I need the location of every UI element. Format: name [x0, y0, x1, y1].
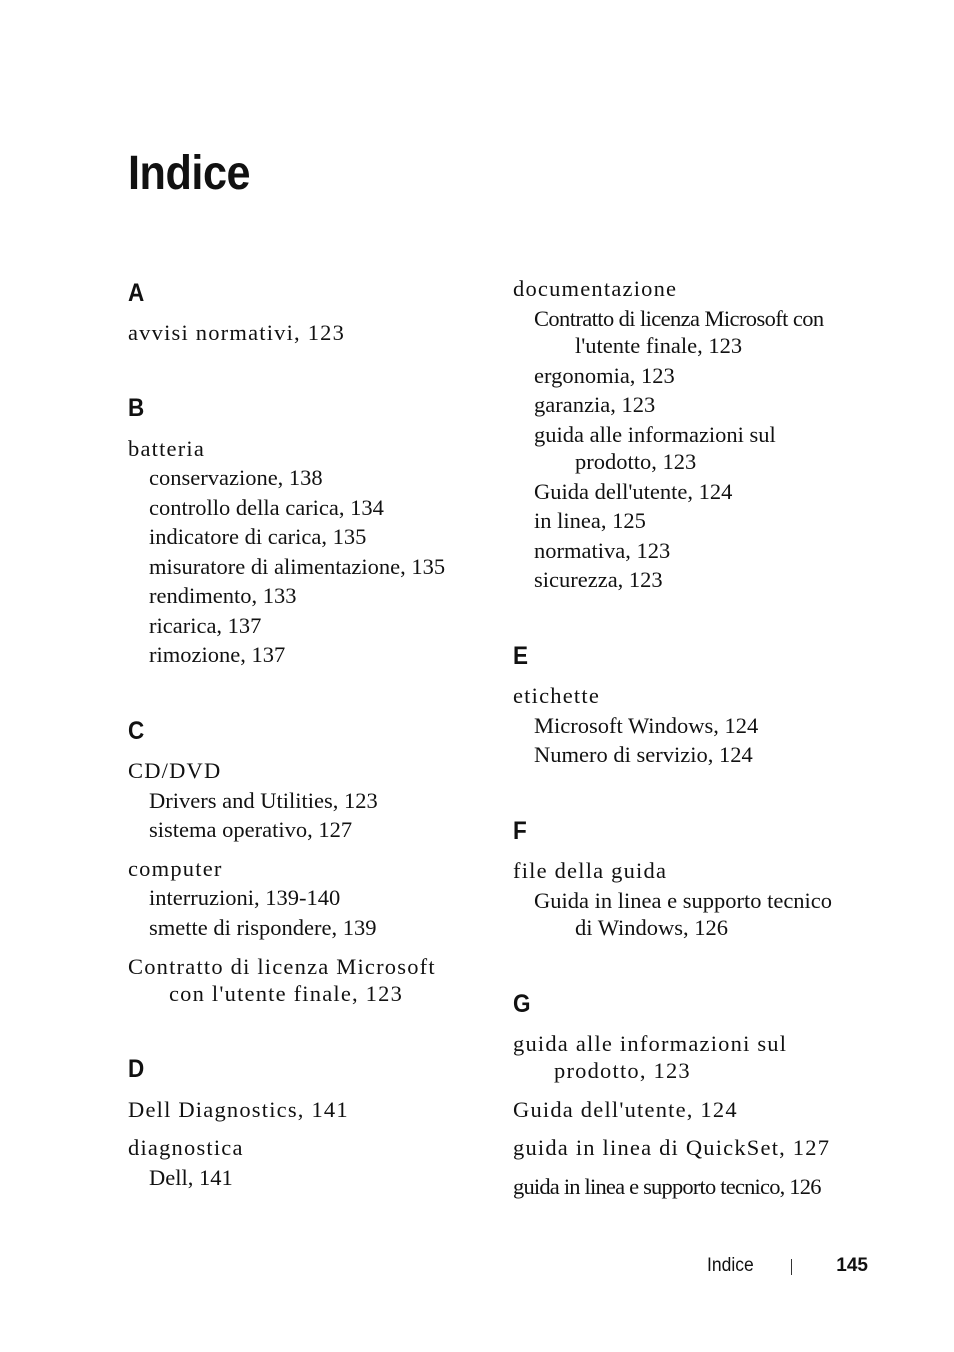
section-letter-g: G	[513, 990, 531, 1018]
index-subentry: Drivers and Utilities, 123	[149, 788, 378, 813]
index-subentry: Microsoft Windows, 124	[534, 713, 759, 738]
index-subentry: interruzioni, 139-140	[149, 885, 341, 910]
index-entry: diagnostica	[128, 1135, 244, 1160]
section-letter-f: F	[513, 817, 527, 845]
index-subentry-continuation: di Windows, 126	[575, 915, 729, 940]
index-subentry: controllo della carica, 134	[149, 495, 384, 520]
page-footer	[703, 1255, 868, 1277]
section-letter-a: A	[128, 279, 145, 307]
index-subentry: Guida dell'utente, 124	[534, 479, 733, 504]
index-entry: Contratto di licenza Microsoft	[128, 954, 436, 979]
index-subentry-continuation: l'utente finale, 123	[575, 333, 743, 358]
index-subentry: Contratto di licenza Microsoft con	[534, 306, 824, 331]
index-subentry: guida alle informazioni sul	[534, 422, 776, 447]
index-subentry: ergonomia, 123	[534, 363, 675, 388]
footer-section-label: Indice	[706, 1255, 754, 1276]
index-entry: Guida dell'utente, 124	[513, 1097, 738, 1122]
section-letter-d: D	[128, 1055, 145, 1083]
section-letter-b: B	[128, 394, 145, 422]
index-subentry: rimozione, 137	[149, 642, 286, 667]
page-number: 145	[836, 1255, 868, 1276]
footer-divider	[791, 1259, 792, 1275]
section-letter-e: E	[513, 642, 529, 670]
index-subentry: Dell, 141	[149, 1165, 233, 1190]
index-subentry: misuratore di alimentazione, 135	[149, 554, 446, 579]
index-subentry: rendimento, 133	[149, 583, 297, 608]
index-subentry: normativa, 123	[534, 538, 671, 563]
index-entry: computer	[128, 856, 223, 881]
index-subentry: indicatore di carica, 135	[149, 524, 367, 549]
index-subentry: sistema operativo, 127	[149, 817, 353, 842]
index-entry: documentazione	[513, 276, 678, 301]
index-entry: etichette	[513, 683, 601, 708]
index-subentry: Numero di servizio, 124	[534, 742, 753, 767]
index-entry: file della guida	[513, 858, 668, 883]
index-entry-continuation: con l'utente finale, 123	[169, 981, 404, 1006]
index-subentry: garanzia, 123	[534, 392, 656, 417]
index-entry-continuation: prodotto, 123	[554, 1058, 691, 1083]
index-subentry: sicurezza, 123	[534, 567, 663, 592]
index-entry: guida in linea e supporto tecnico, 126	[513, 1174, 821, 1199]
index-subentry: Guida in linea e supporto tecnico	[534, 888, 833, 913]
index-subentry: conservazione, 138	[149, 465, 323, 490]
page-title: Indice	[128, 147, 251, 200]
index-entry: avvisi normativi, 123	[128, 320, 346, 345]
index-subentry-continuation: prodotto, 123	[575, 449, 697, 474]
index-entry: Dell Diagnostics, 141	[128, 1097, 349, 1122]
index-subentry: ricarica, 137	[149, 613, 262, 638]
index-subentry: in linea, 125	[534, 508, 646, 533]
index-entry: CD/DVD	[128, 758, 222, 783]
index-entry: guida alle informazioni sul	[513, 1031, 788, 1056]
section-letter-c: C	[128, 717, 145, 745]
index-subentry: smette di rispondere, 139	[149, 915, 377, 940]
index-entry: batteria	[128, 436, 206, 461]
index-entry: guida in linea di QuickSet, 127	[513, 1135, 831, 1160]
